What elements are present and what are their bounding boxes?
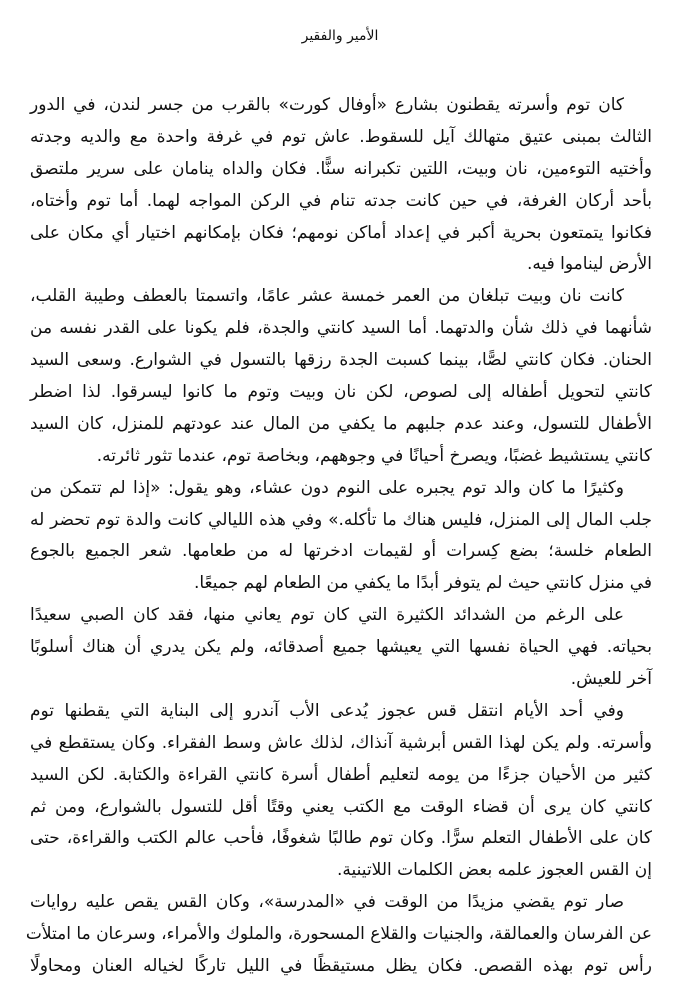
text-line: كان توم وأسرته يقطنون بشارع «أوفال كورت» بالقرب من جسر لندن، في الدور: [30, 95, 624, 115]
text-line: وفي أحد الأيام انتقل قس عجوز يُدعى الأب آندرو إلى البناية التي يقطنها توم: [30, 700, 624, 721]
text-line: كانت نان وبيت تبلغان من العمر خمسة عشر عامًا، واتسمتا بالعطف وطيبة القلب،: [30, 286, 624, 307]
paragraph: [30, 281, 652, 472]
text-line: وكثيرًا ما كان والد توم يجبره على النوم دون عشاء، وهو يقول: «إذا لم تتمكن من: [30, 477, 624, 498]
text-line: بأحد أركان الغرفة، في حين كانت جدته تنام في الركن المواجه لهما. أما توم وأختاه،: [30, 190, 652, 211]
text-line: وأختيه التوءمين، نان وبيت، اللتين تكبرانه سنًّا. فكان والداه ينامان على سرير ملتصق: [30, 158, 652, 179]
text-line: على الرغم من الشدائد الكثيرة التي كان توم يعاني منها، فقد كان الصبي سعيدًا: [30, 605, 624, 626]
paragraph: [30, 90, 652, 281]
document-body: [25, 90, 652, 983]
text-line: كان على الأطفال التعلم سرًّا. وكان توم طالبًا شغوفًا، فأحب عالم الكتب والقراءة، حتى: [30, 828, 652, 849]
text-line: شأنهما في ذلك شأن والدتهما. أما السيد كانتي والجدة، فلم يكونا على القدر نفسه من: [30, 318, 652, 339]
text-line: الثالث بمبنى عتيق متهالك آيل للسقوط. عاش توم في غرفة واحدة مع والديه وجدته: [30, 126, 652, 147]
text-line: رأس توم بهذه القصص. فكان يظل مستيقظًا في الليل تاركًا لخياله العنان ومحاولًا: [30, 956, 652, 977]
paragraph: [25, 887, 652, 983]
text-line: وأسرته. ولم يكن لهذا القس أبرشية آنذاك، لذلك عاش وسط الفقراء. وكان يستقطع في: [30, 732, 652, 753]
text-line: صار توم يقضي مزيدًا من الوقت في «المدرسة»، وكان القس يقص عليه روايات: [30, 892, 624, 913]
page-title: الأمير والفقير: [301, 28, 379, 44]
paragraph: [30, 473, 652, 601]
text-line: الأطفال للتسول، وعند عدم جلبهم ما يكفي من المال عند عودتهم للمنزل، كان السيد: [30, 413, 652, 434]
paragraph: [30, 696, 652, 887]
text-line: فكانوا يتمتعون بحرية أكبر في إعداد أماكن نومهم؛ فكان بإمكانهم اختيار أي مكان على: [30, 222, 652, 243]
text-line: كانتي يستشيط غضبًا، ويصرخ أحيانًا في وجوههم، وبخاصة توم، عندما تثور ثائرته.: [96, 445, 652, 466]
text-line: الحنان. فكان كانتي لصًّا، بينما كسبت الجدة رزقها بالتسول في الشوارع. وسعى السيد: [30, 350, 652, 371]
text-line: جلب المال إلى المنزل، فليس هناك ما تأكله.» وفي هذه الليالي كانت والدة توم تحضر له: [30, 509, 652, 530]
text-line: آخر للعيش.: [570, 669, 652, 690]
text-line: عن الفرسان والعمالقة، والجنيات والقلاع المسحورة، والملوك والأمراء، وسرعان ما امتلأت: [25, 924, 652, 945]
text-line: كانتي كان يرى أن قضاء الوقت مع الكتب يعني وقتًا أقل للتسول بالشوارع، ومن ثم: [30, 796, 652, 817]
text-line: في منزل كانتي حيث لم يتوفر أبدًا ما يكفي من الطعام لهم جميعًا.: [193, 573, 652, 594]
text-line: إن القس العجوز علمه بعض الكلمات اللاتينية.: [337, 860, 652, 881]
text-line: بحياته. فهي الحياة نفسها التي يعيشها جميع أصدقائه، ولم يكن يدري أن هناك أسلوبًا: [30, 637, 652, 658]
paragraph: [30, 600, 652, 696]
text-line: الطعام خلسة؛ بضع كِسرات أو لقيمات ادخرتها له من طعامها. شعر الجميع بالجوع: [30, 541, 652, 562]
text-line: كانتي لتحويل أطفاله إلى لصوص، لكن نان وبيت وتوم ما كانوا ليسرقوا. لذا اضطر: [30, 382, 652, 403]
text-line: الأرض ليناموا فيه.: [527, 254, 652, 275]
text-line: كثير من الأحيان جزءًا من يومه لتعليم أطفال أسرة كانتي القراءة والكتابة. لكن السيد: [30, 764, 652, 785]
